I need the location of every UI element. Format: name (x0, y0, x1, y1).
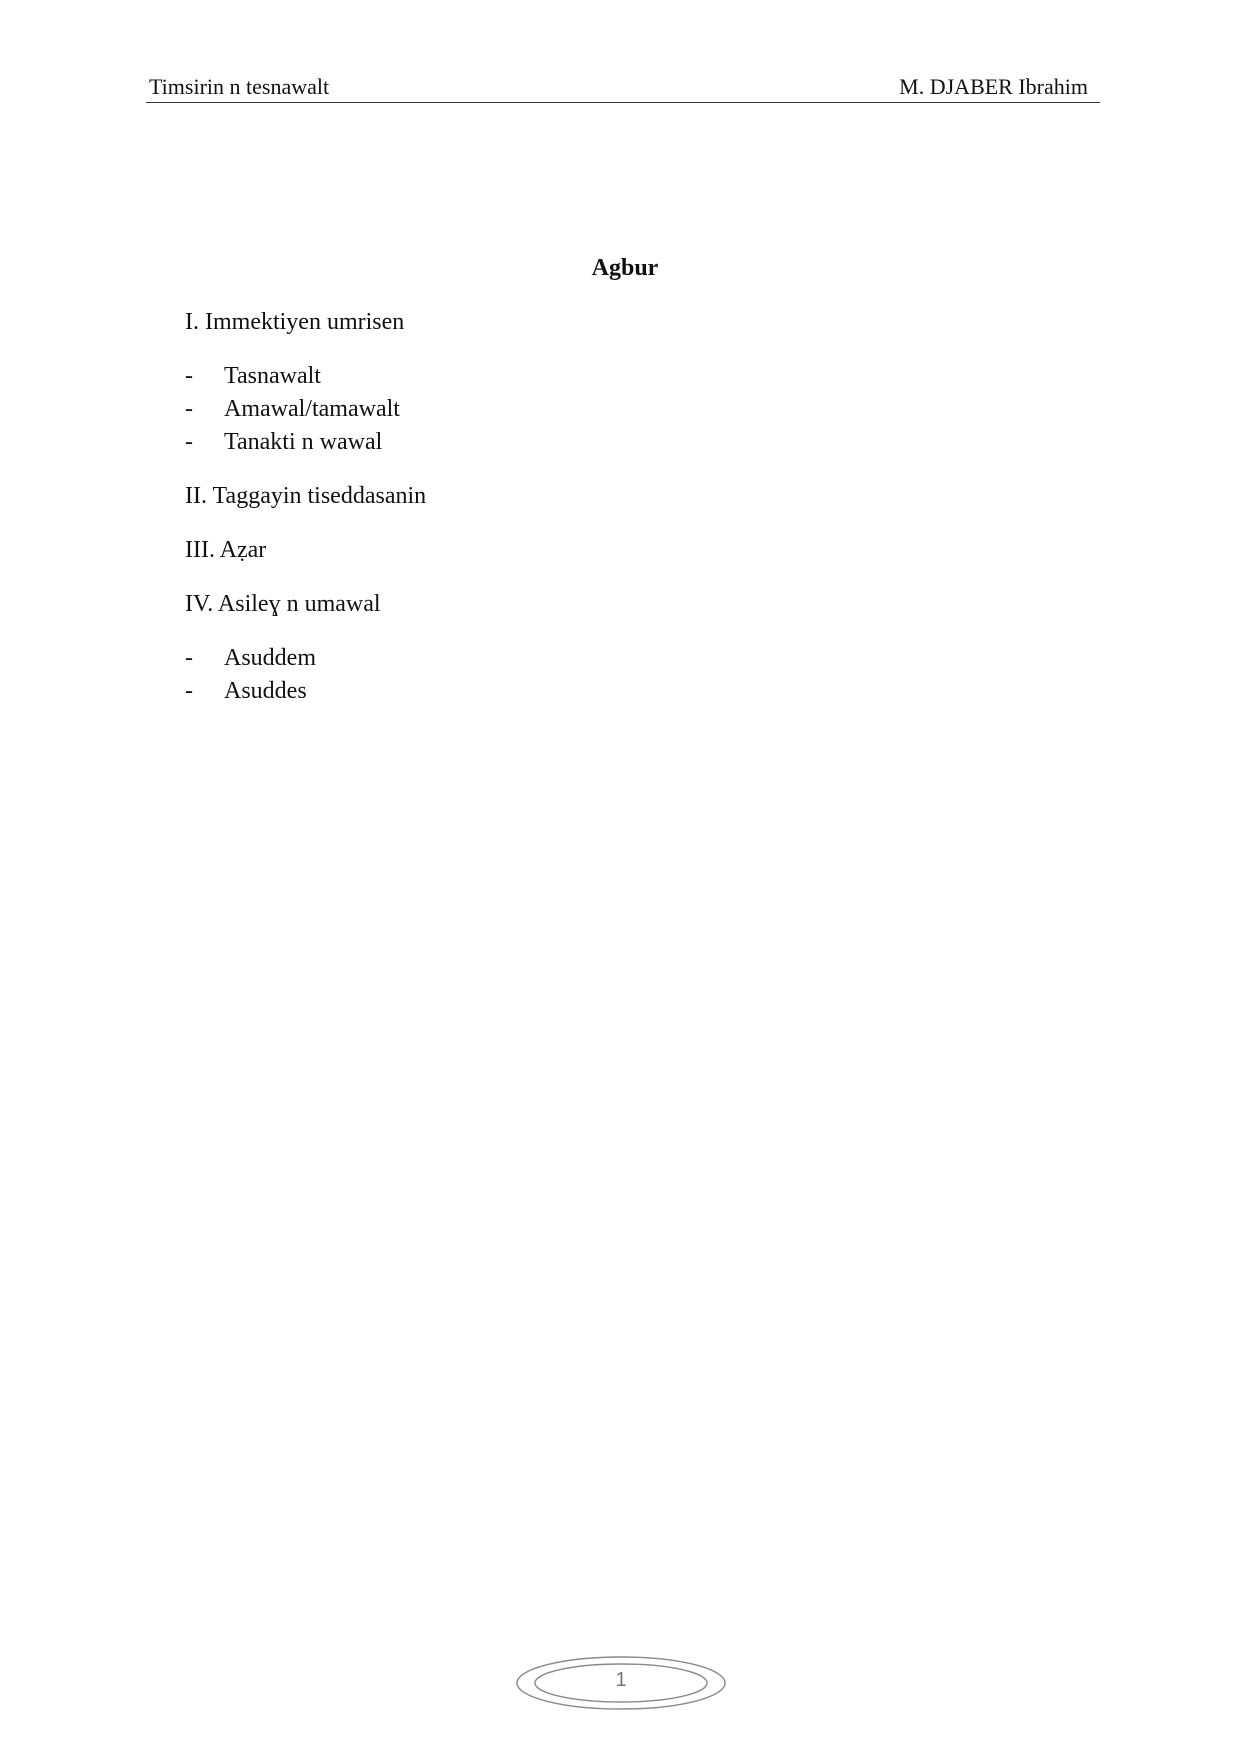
bullet-marker: - (185, 429, 193, 455)
list-item-label: Asuddem (224, 645, 316, 671)
section-heading-1: I. Immektiyen umrisen (185, 309, 405, 335)
list-item-label: Asuddes (224, 678, 307, 704)
list-item-label: Tasnawalt (224, 363, 321, 389)
list-item-label: Amawal/tamawalt (224, 396, 400, 422)
bullet-marker: - (185, 363, 193, 389)
header-title: Timsirin n tesnawalt (149, 74, 330, 99)
page-number-badge (515, 1655, 727, 1711)
header-author: M. DJABER Ibrahim (899, 74, 1088, 99)
bullet-marker: - (185, 396, 193, 422)
section-heading-2: II. Taggayin tiseddasanin (185, 483, 427, 509)
list-item-label: Tanakti n wawal (224, 429, 383, 455)
section-heading-3: III. Aẓar (185, 537, 267, 563)
section-heading-4: IV. Asileɣ n umawal (185, 591, 381, 617)
page-header (146, 72, 1100, 103)
page-number: 1 (615, 1669, 627, 1691)
bullet-marker: - (185, 678, 193, 704)
document-title: Agbur (591, 255, 659, 281)
bullet-marker: - (185, 645, 193, 671)
